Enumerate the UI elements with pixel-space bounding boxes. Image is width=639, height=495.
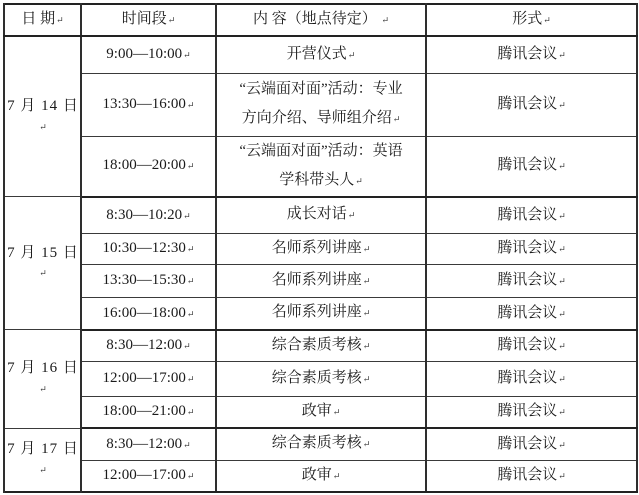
paragraph-mark-icon: ↵	[183, 340, 191, 351]
content-line: 综合素质考核	[271, 369, 362, 386]
paragraph-mark-icon: ↵	[558, 210, 566, 221]
time-text: 13:30—15:30	[102, 272, 186, 289]
content-cell	[216, 428, 426, 460]
content-line: 成长对话	[286, 206, 347, 223]
content-line: 名师系列讲座	[271, 304, 362, 321]
time-text: 16:00—18:00	[102, 304, 186, 321]
time-cell	[81, 361, 216, 396]
paragraph-mark-icon: ↵	[381, 15, 390, 26]
header-date	[4, 4, 81, 36]
header-content-label: 内 容（地点待定）	[252, 11, 377, 28]
paragraph-mark-icon: ↵	[362, 244, 371, 254]
paragraph-mark-icon: ↵	[558, 99, 566, 110]
paragraph-mark-icon: ↵	[558, 439, 566, 450]
paragraph-mark-icon: ↵	[558, 407, 566, 417]
paragraph-mark-icon: ↵	[186, 470, 195, 481]
format-cell	[426, 197, 637, 234]
paragraph-mark-icon: ↵	[558, 161, 566, 172]
content-line: 方向介绍、导师组介绍	[241, 110, 392, 126]
content-line: “云端面对面”活动：英语	[239, 142, 403, 159]
paragraph-mark-icon: ↵	[186, 407, 195, 417]
table-row	[4, 36, 637, 73]
table-row	[4, 298, 637, 330]
format-text: 腾讯会议	[497, 403, 558, 419]
table-row	[4, 460, 637, 492]
time-cell	[81, 330, 216, 362]
paragraph-mark-icon: ↵	[183, 210, 191, 221]
paragraph-mark-icon: ↵	[558, 50, 566, 60]
time-text: 18:00—21:00	[102, 403, 186, 419]
table-row	[4, 330, 637, 362]
paragraph-mark-icon: ↵	[186, 161, 195, 172]
time-text: 10:30—12:30	[102, 240, 186, 257]
format-text: 腾讯会议	[497, 435, 558, 452]
paragraph-mark-icon: ↵	[362, 276, 371, 286]
format-text: 腾讯会议	[497, 46, 558, 62]
time-text: 8:30—12:00	[106, 435, 183, 452]
paragraph-mark-icon: ↵	[183, 439, 191, 450]
paragraph-mark-icon: ↵	[355, 175, 363, 186]
date-cell	[4, 428, 81, 492]
format-cell	[426, 136, 637, 197]
paragraph-mark-icon: ↵	[347, 49, 356, 60]
time-cell	[81, 298, 216, 330]
paragraph-mark-icon: ↵	[183, 50, 191, 60]
paragraph-mark-icon: ↵	[543, 15, 551, 26]
time-cell	[81, 396, 216, 428]
time-cell	[81, 136, 216, 197]
paragraph-mark-icon: ↵	[39, 464, 48, 475]
header-time-label: 时间段	[121, 11, 167, 28]
paragraph-mark-icon: ↵	[558, 308, 566, 319]
content-cell	[216, 298, 426, 330]
content-cell	[216, 460, 426, 492]
header-date-label: 日 期	[21, 11, 56, 28]
paragraph-mark-icon: ↵	[56, 15, 64, 26]
time-text: 9:00—10:00	[106, 46, 183, 62]
paragraph-mark-icon: ↵	[362, 308, 371, 319]
time-cell	[81, 73, 216, 136]
paragraph-mark-icon: ↵	[39, 268, 48, 278]
format-cell	[426, 73, 637, 136]
content-cell	[216, 197, 426, 234]
content-line: 名师系列讲座	[271, 240, 362, 256]
paragraph-mark-icon: ↵	[362, 439, 371, 450]
paragraph-mark-icon: ↵	[392, 114, 401, 124]
paragraph-mark-icon: ↵	[167, 15, 176, 26]
time-text: 8:30—12:00	[106, 336, 183, 353]
content-cell	[216, 396, 426, 428]
table-row	[4, 73, 637, 136]
content-line: 名师系列讲座	[271, 272, 362, 288]
content-line: 政审	[301, 466, 332, 483]
table-row	[4, 197, 637, 234]
table-row	[4, 428, 637, 460]
time-cell	[81, 460, 216, 492]
format-cell	[426, 36, 637, 73]
content-line: 开营仪式	[286, 45, 347, 62]
format-cell	[426, 298, 637, 330]
table-row	[4, 265, 637, 298]
date-cell	[4, 36, 81, 197]
time-text: 18:00—20:00	[102, 157, 186, 174]
format-text: 腾讯会议	[497, 206, 558, 223]
format-text: 腾讯会议	[497, 272, 558, 289]
format-cell	[426, 330, 637, 362]
date-text: 7 月 16 日	[7, 360, 79, 377]
content-cell	[216, 234, 426, 265]
header-row	[4, 4, 637, 36]
paragraph-mark-icon: ↵	[347, 210, 356, 221]
format-cell	[426, 234, 637, 265]
time-cell	[81, 234, 216, 265]
content-line: 综合素质考核	[271, 435, 362, 452]
format-text: 腾讯会议	[497, 336, 558, 353]
content-line: 政审	[301, 402, 332, 419]
paragraph-mark-icon: ↵	[558, 470, 566, 481]
table-row	[4, 396, 637, 428]
time-text: 8:30—10:20	[106, 206, 183, 223]
content-cell	[216, 330, 426, 362]
format-text: 腾讯会议	[497, 304, 558, 321]
table-row	[4, 234, 637, 265]
paragraph-mark-icon: ↵	[186, 276, 195, 287]
date-text: 7 月 15 日	[7, 244, 79, 261]
date-text: 7 月 17 日	[7, 441, 79, 457]
paragraph-mark-icon: ↵	[186, 373, 195, 384]
content-cell	[216, 265, 426, 298]
format-cell	[426, 428, 637, 460]
format-cell	[426, 460, 637, 492]
content-cell	[216, 136, 426, 197]
schedule-table	[3, 3, 638, 493]
time-text: 12:00—17:00	[102, 369, 186, 386]
paragraph-mark-icon: ↵	[558, 276, 566, 287]
format-cell	[426, 265, 637, 298]
format-cell	[426, 396, 637, 428]
format-text: 腾讯会议	[497, 240, 558, 257]
format-cell	[426, 361, 637, 396]
format-text: 腾讯会议	[497, 369, 558, 386]
time-cell	[81, 428, 216, 460]
format-text: 腾讯会议	[497, 466, 558, 483]
paragraph-mark-icon: ↵	[558, 373, 566, 384]
paragraph-mark-icon: ↵	[186, 244, 195, 255]
paragraph-mark-icon: ↵	[39, 383, 48, 394]
paragraph-mark-icon: ↵	[558, 244, 566, 255]
paragraph-mark-icon: ↵	[332, 470, 341, 481]
date-cell	[4, 197, 81, 330]
content-line: 学科带头人	[279, 171, 355, 188]
paragraph-mark-icon: ↵	[558, 340, 566, 351]
content-cell	[216, 36, 426, 73]
date-text: 7 月 14 日	[7, 98, 79, 114]
content-line: 综合素质考核	[271, 336, 362, 353]
header-content	[216, 4, 426, 36]
content-cell	[216, 361, 426, 396]
paragraph-mark-icon: ↵	[186, 308, 195, 319]
header-format	[426, 4, 637, 36]
content-cell	[216, 73, 426, 136]
paragraph-mark-icon: ↵	[362, 340, 371, 351]
paragraph-mark-icon: ↵	[332, 406, 341, 417]
date-cell	[4, 330, 81, 429]
header-format-label: 形式	[512, 11, 543, 28]
table-row	[4, 361, 637, 396]
time-cell	[81, 36, 216, 73]
time-cell	[81, 197, 216, 234]
paragraph-mark-icon: ↵	[39, 121, 48, 132]
time-text: 13:30—16:00	[102, 95, 186, 112]
table-row	[4, 136, 637, 197]
content-line: “云端面对面”活动：专业	[239, 81, 403, 97]
paragraph-mark-icon: ↵	[186, 99, 195, 110]
format-text: 腾讯会议	[497, 95, 558, 112]
format-text: 腾讯会议	[497, 157, 558, 174]
header-time	[81, 4, 216, 36]
paragraph-mark-icon: ↵	[362, 373, 371, 384]
time-cell	[81, 265, 216, 298]
time-text: 12:00—17:00	[102, 466, 186, 483]
